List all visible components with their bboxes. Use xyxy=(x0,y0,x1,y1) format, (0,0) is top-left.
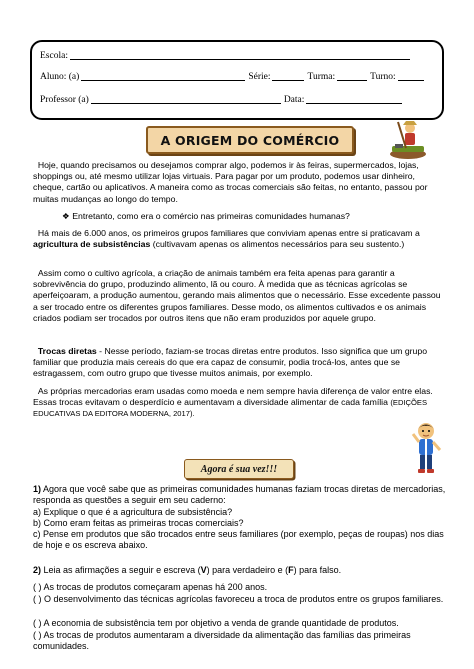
class-field[interactable] xyxy=(337,71,367,81)
school-field[interactable] xyxy=(70,50,410,60)
question-2-number: 2) xyxy=(33,565,42,575)
teacher-row xyxy=(40,94,434,105)
question-2: 2) Leia as afirmações a seguir e escreva (V) para verdadeiro e (F) para falso. xyxy=(33,565,342,575)
student-field[interactable] xyxy=(81,71,245,81)
diamond-bullet-icon: ❖ xyxy=(62,211,70,221)
true-false-item-1[interactable]: ( ) As trocas de produtos começaram apenas há 200 anos. xyxy=(33,582,268,592)
goods-as-currency-paragraph: As próprias mercadorias eram usadas como moeda e nem sempre havia diferença de valor entre elas. Essas trocas evitavam o desperdício e aumentavam a diversidade alimentar de cada família (EDIÇÕES EDUCATIVAS DA EDITORA MODERNA, 2017). xyxy=(33,386,433,419)
grade-label: Série: xyxy=(248,72,271,82)
grade-field[interactable] xyxy=(272,71,304,81)
student-info-form xyxy=(30,40,444,120)
your-turn-title: Agora é sua vez!!! xyxy=(200,463,278,475)
shift-label: Turno: xyxy=(370,72,396,82)
page-title: A ORIGEM DO COMÉRCIO xyxy=(160,132,340,148)
true-false-item-4[interactable]: ( ) As trocas de produtos aumentaram a diversidade da alimentação das famílias das primeiras comunidades. xyxy=(33,630,411,652)
true-false-item-3[interactable]: ( ) A economia de subsistência tem por objetivo a venda de grande quantidade de produtos. xyxy=(33,618,399,628)
question-1-c: c) Pense em produtos que são trocados entre seus familiares (por exemplo, peças de roupas) nos dias de hoje e os escreva abaixo. xyxy=(33,529,444,551)
title-banner xyxy=(146,126,354,154)
student-label: Aluno: (a) xyxy=(40,72,80,82)
student-boy-illustration xyxy=(408,420,444,476)
school-label: Escola: xyxy=(40,51,68,61)
teacher-field[interactable] xyxy=(91,94,281,104)
direct-trade-paragraph: Trocas diretas - Nesse período, faziam-se trocas diretas entre produtos. Isso significa que um grupo familiar que produzia mais cereais do que era capaz de consumir, podia trocá-los, antes que se estragassem, com outro grupo que tivesse muitos animais, por exemplo. xyxy=(33,346,428,379)
surplus-paragraph: Assim como o cultivo agrícola, a criação de animais também era feita apenas para garantir a sobrevivência do grupo, produzindo alimento, lã ou couro. À medida que as técnicas agrícolas se aperfeiçoaram, a produção aumentou, gerando mais alimentos que o necessário. Esse excedente passou a ser trocado entre os diferentes grupos familiares. Desse modo, os alimentos cultivados e os animais criados podiam ser trocados por outros itens que não eram produzidos por aquele grupo. xyxy=(33,268,441,323)
teacher-label: Professor (a) xyxy=(40,95,89,105)
date-label: Data: xyxy=(283,95,305,105)
your-turn-banner xyxy=(184,459,294,479)
question-1-a: a) Explique o que é a agricultura de subsistência? xyxy=(33,507,233,517)
school-row xyxy=(40,50,434,61)
bullet-question: ❖ Entretanto, como era o comércio nas primeiras comunidades humanas? xyxy=(62,211,350,221)
shift-field[interactable] xyxy=(398,71,424,81)
date-field[interactable] xyxy=(306,94,402,104)
source-citation: (EDIÇÕES EDUCATIVAS DA EDITORA MODERNA, 2017). xyxy=(33,398,428,419)
question-1-b: b) Como eram feitas as primeiras trocas comerciais? xyxy=(33,518,244,528)
farmer-illustration xyxy=(386,116,430,160)
intro-paragraph: Hoje, quando precisamos ou desejamos comprar algo, podemos ir às feiras, supermercados, lojas, shoppings ou, até mesmo utilizar lojas virtuais. Para pagar por um produto, podemos usar dinheiro, cheque, cartão ou aplicativos. A maneira como as trocas comerciais são feitas, no entanto, passou por muitas mudanças ao longo do tempo. xyxy=(33,160,428,204)
subsistence-paragraph: Há mais de 6.000 anos, os primeiros grupos familiares que conviviam apenas entre si praticavam a agricultura de subsistências (cultivavam apenas os alimentos necessários para seu sustento.) xyxy=(33,228,420,250)
class-label: Turma: xyxy=(307,72,336,82)
question-1: 1) Agora que você sabe que as primeiras comunidades humanas faziam trocas diretas de mercadorias, responda as questões a seguir em seu caderno: xyxy=(33,484,446,506)
question-1-number: 1) xyxy=(33,484,42,494)
true-false-item-2[interactable]: ( ) O desenvolvimento das técnicas agrícolas favoreceu a troca de produtos entre os grupos familiares. xyxy=(33,594,444,604)
student-row xyxy=(40,71,434,82)
